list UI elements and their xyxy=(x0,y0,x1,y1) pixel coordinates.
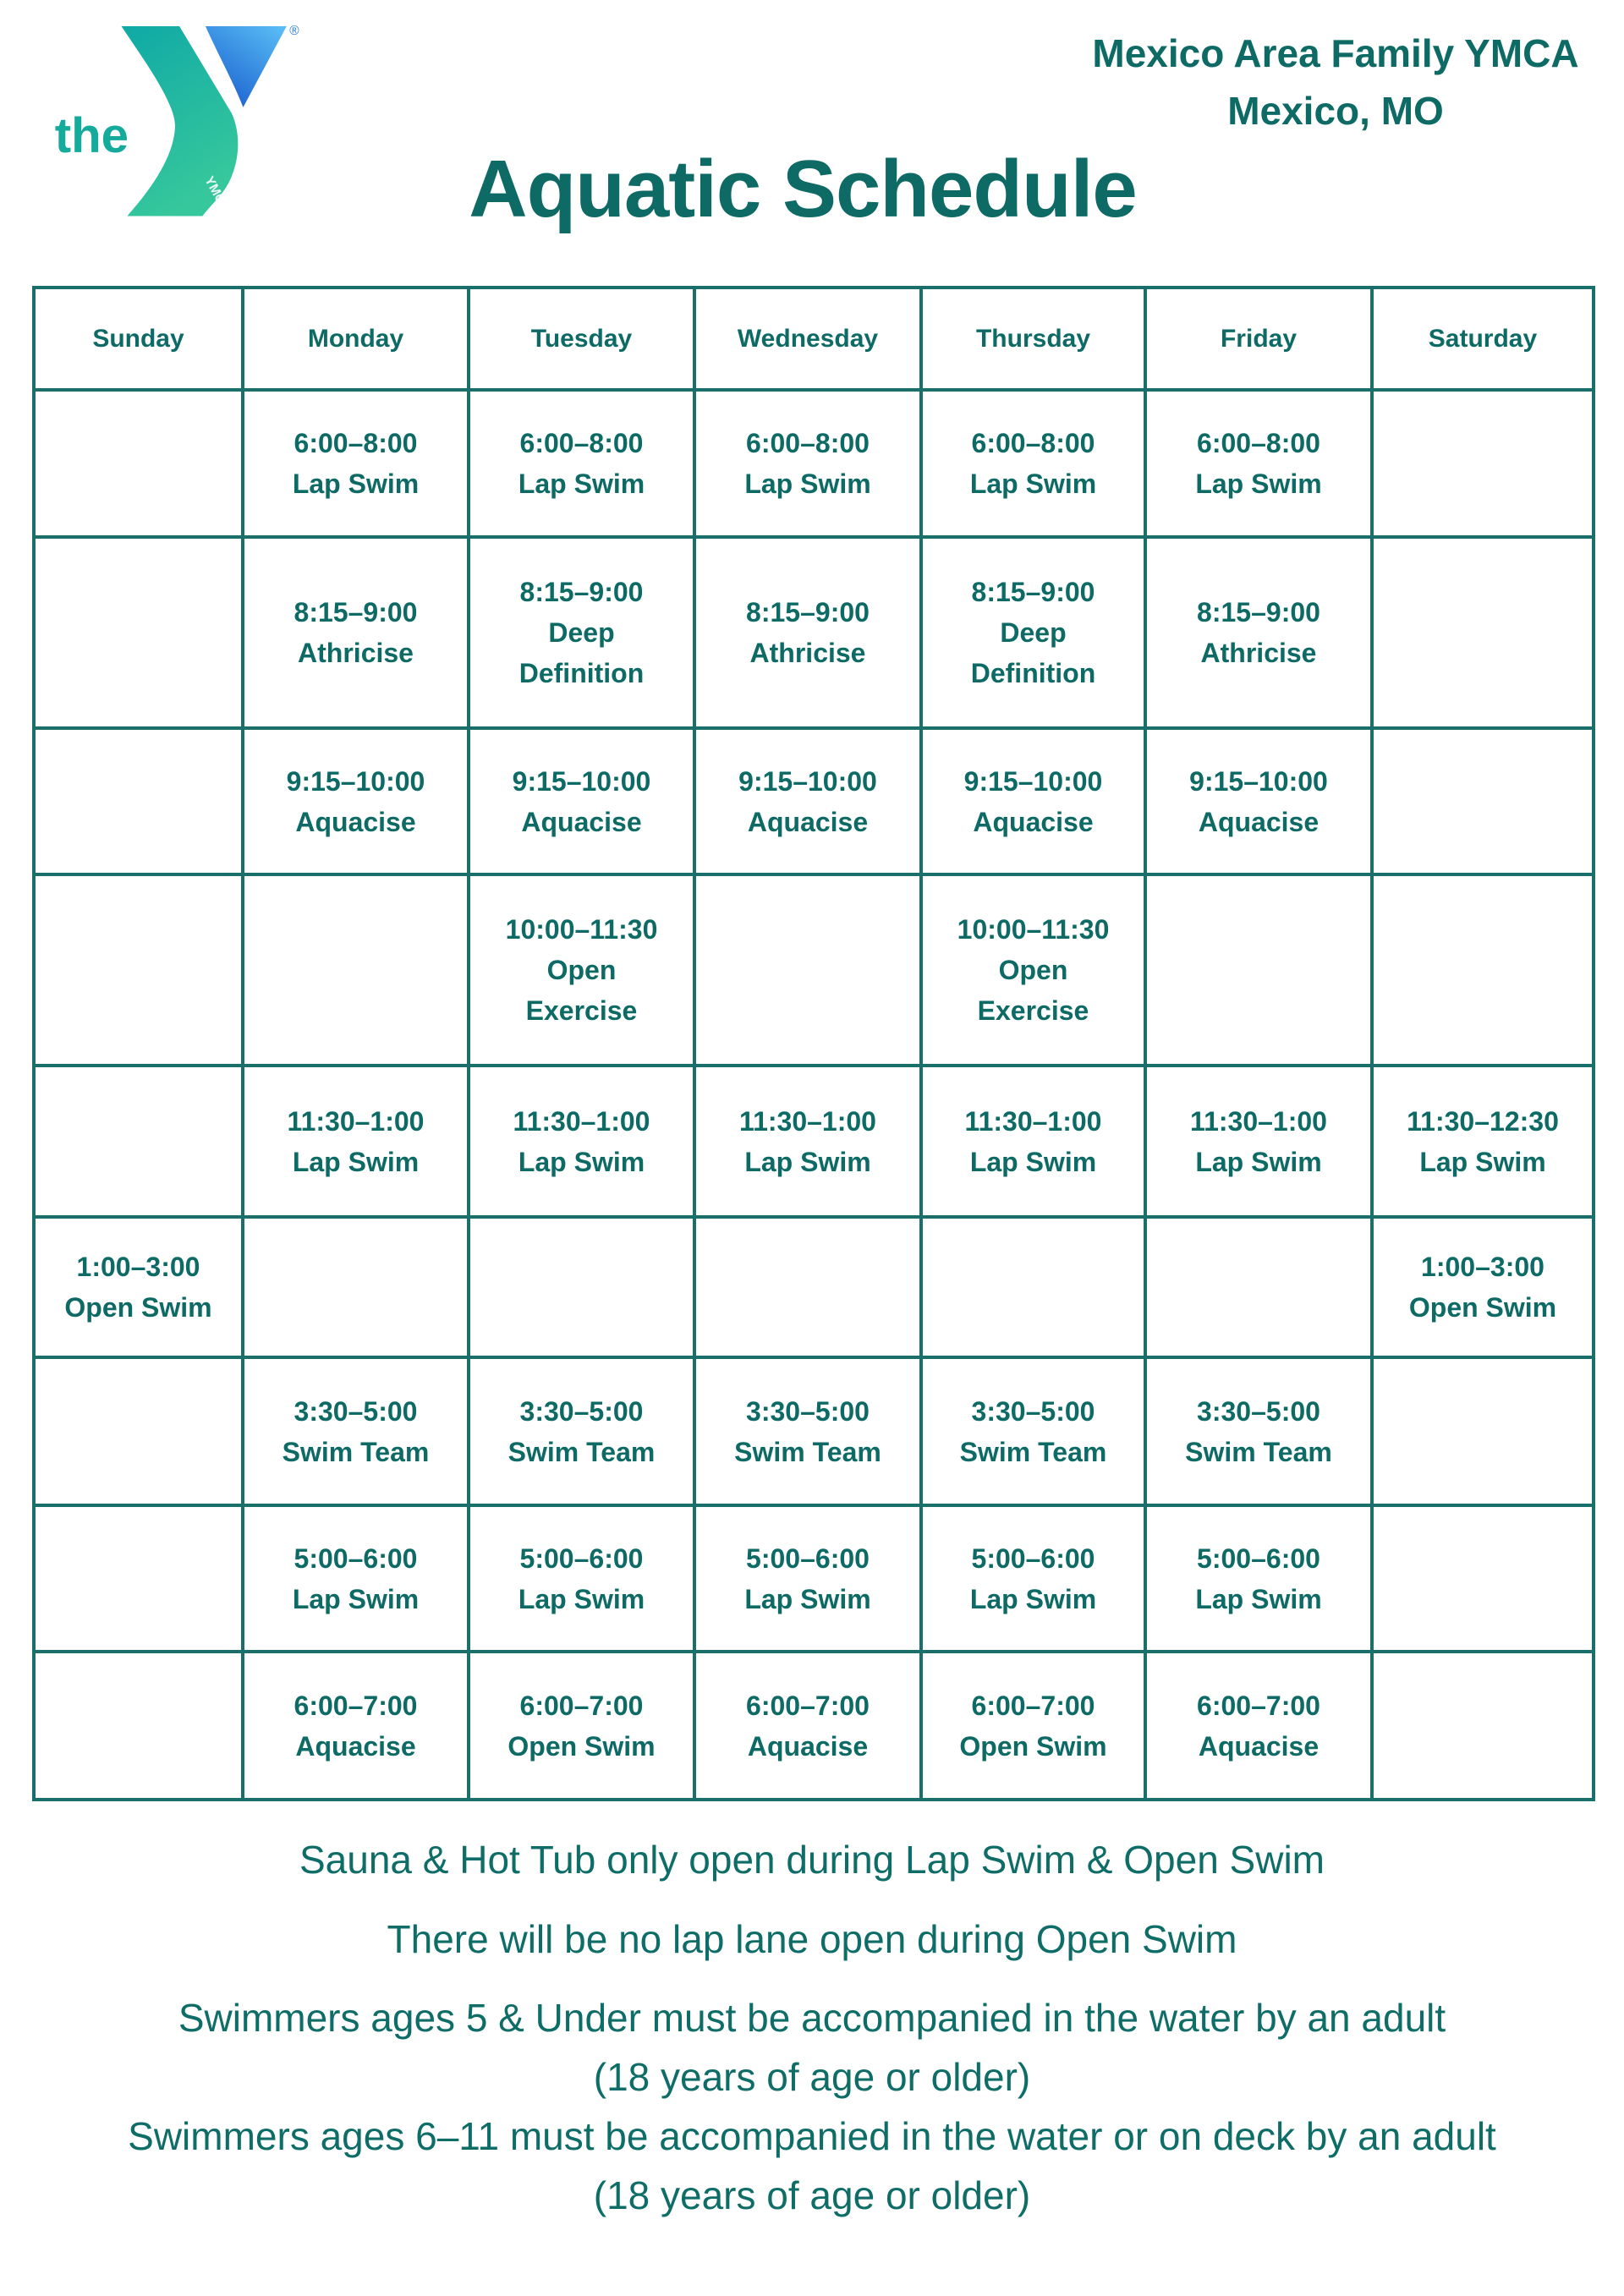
session-activity: Open Exercise xyxy=(977,955,1089,1026)
day-header-thursday: Thursday xyxy=(921,288,1145,390)
session-activity: Lap Swim xyxy=(744,469,871,499)
schedule-row xyxy=(34,1217,1594,1357)
organization-location: Mexico, MO xyxy=(1227,89,1444,133)
session-cell xyxy=(243,728,469,874)
session-time: 6:00–7:00 xyxy=(746,1690,870,1721)
note-text: Swimmers ages 5 & Under must be accompanied in the water by an adult xyxy=(178,1996,1446,2040)
session-activity: Deep Definition xyxy=(518,617,645,688)
session-activity: Lap Swim xyxy=(1195,1146,1322,1177)
empty-cell xyxy=(243,1217,469,1357)
session-time: 10:00–11:30 xyxy=(957,914,1110,945)
session-cell xyxy=(1145,728,1372,874)
session-activity: Aquacise xyxy=(973,806,1094,837)
session-activity: Lap Swim xyxy=(518,1146,645,1177)
empty-cell xyxy=(694,1217,921,1357)
note-ages-6-11 xyxy=(0,2107,1624,2225)
session-time: 5:00–6:00 xyxy=(971,1543,1095,1574)
schedule-row xyxy=(34,1652,1594,1800)
session-cell xyxy=(1145,1652,1372,1800)
session-time: 6:00–7:00 xyxy=(294,1690,418,1721)
session-activity: Lap Swim xyxy=(744,1583,871,1614)
empty-cell xyxy=(34,390,243,537)
session-time: 3:30–5:00 xyxy=(294,1395,418,1427)
note-subtext: (18 years of age or older) xyxy=(593,2173,1031,2217)
empty-cell xyxy=(34,1505,243,1652)
session-cell xyxy=(243,390,469,537)
session-time: 11:30–1:00 xyxy=(739,1105,876,1137)
session-time: 11:30–1:00 xyxy=(1190,1105,1327,1137)
schedule-row xyxy=(34,537,1594,728)
session-time: 9:15–10:00 xyxy=(286,765,425,797)
session-cell xyxy=(694,1652,921,1800)
empty-cell xyxy=(34,1652,243,1800)
empty-cell xyxy=(34,874,243,1066)
session-cell xyxy=(1145,537,1372,728)
organization-header xyxy=(1082,25,1589,140)
session-activity: Swim Team xyxy=(282,1436,430,1467)
day-header-sunday: Sunday xyxy=(34,288,243,390)
session-cell xyxy=(469,728,694,874)
empty-cell xyxy=(1145,874,1372,1066)
empty-cell xyxy=(34,1066,243,1217)
note-sauna-hot-tub xyxy=(0,1830,1624,1889)
session-activity: Athricise xyxy=(1200,638,1317,668)
day-header-wednesday: Wednesday xyxy=(694,288,921,390)
schedule-row xyxy=(34,728,1594,874)
logo-ymca-wordmark: YMCA xyxy=(201,173,233,215)
session-time: 10:00–11:30 xyxy=(505,914,658,945)
session-time: 3:30–5:00 xyxy=(519,1395,644,1427)
day-header-friday: Friday xyxy=(1145,288,1372,390)
session-activity: Aquacise xyxy=(1198,806,1320,837)
schedule-row xyxy=(34,1357,1594,1505)
session-activity: Aquacise xyxy=(747,806,869,837)
session-time: 6:00–7:00 xyxy=(971,1690,1095,1721)
session-activity: Swim Team xyxy=(734,1436,881,1467)
session-activity: Open Swim xyxy=(508,1730,656,1762)
session-time: 11:30–1:00 xyxy=(287,1105,425,1137)
schedule-row xyxy=(34,874,1594,1066)
session-time: 8:15–9:00 xyxy=(1197,597,1320,627)
empty-cell xyxy=(243,874,469,1066)
session-activity: Lap Swim xyxy=(969,1583,1097,1614)
session-activity: Lap Swim xyxy=(292,469,420,499)
session-time: 6:00–8:00 xyxy=(746,428,870,458)
session-activity: Lap Swim xyxy=(1419,1146,1546,1177)
organization-name: Mexico Area Family YMCA xyxy=(1092,31,1579,75)
session-cell xyxy=(921,1357,1145,1505)
session-time: 6:00–8:00 xyxy=(971,428,1095,458)
session-time: 9:15–10:00 xyxy=(1189,765,1328,797)
session-time: 6:00–7:00 xyxy=(1197,1690,1320,1721)
session-cell xyxy=(469,1652,694,1800)
empty-cell xyxy=(469,1217,694,1357)
session-time: 6:00–8:00 xyxy=(519,428,644,458)
session-cell xyxy=(694,1357,921,1505)
session-time: 9:15–10:00 xyxy=(738,765,877,797)
session-activity: Lap Swim xyxy=(1195,469,1322,499)
session-cell xyxy=(694,1066,921,1217)
empty-cell xyxy=(1372,728,1594,874)
session-time: 9:15–10:00 xyxy=(512,765,651,797)
day-header-row xyxy=(34,288,1594,390)
session-activity: Lap Swim xyxy=(744,1146,871,1177)
note-lap-lane xyxy=(0,1910,1624,1969)
session-time: 3:30–5:00 xyxy=(746,1395,870,1427)
session-cell xyxy=(921,390,1145,537)
session-cell xyxy=(921,1066,1145,1217)
schedule-row xyxy=(34,1505,1594,1652)
session-time: 11:30–12:30 xyxy=(1407,1105,1559,1137)
session-activity: Swim Team xyxy=(959,1436,1107,1467)
session-cell xyxy=(34,1217,243,1357)
session-time: 11:30–1:00 xyxy=(964,1105,1102,1137)
aquatic-schedule-table xyxy=(32,286,1595,1801)
session-cell xyxy=(469,1066,694,1217)
empty-cell xyxy=(1372,874,1594,1066)
session-time: 5:00–6:00 xyxy=(1197,1543,1320,1574)
registered-mark-icon: ® xyxy=(289,24,299,39)
session-activity: Lap Swim xyxy=(292,1146,420,1177)
day-header-monday: Monday xyxy=(243,288,469,390)
day-header-saturday: Saturday xyxy=(1372,288,1594,390)
session-time: 1:00–3:00 xyxy=(1421,1252,1544,1282)
session-cell xyxy=(694,537,921,728)
session-activity: Swim Team xyxy=(1185,1436,1332,1467)
session-cell xyxy=(1145,1066,1372,1217)
session-time: 5:00–6:00 xyxy=(746,1543,870,1574)
note-ages-5-under xyxy=(0,1988,1624,2107)
session-cell xyxy=(469,537,694,728)
session-cell xyxy=(243,1066,469,1217)
session-time: 9:15–10:00 xyxy=(963,765,1103,797)
empty-cell xyxy=(1372,390,1594,537)
session-activity: Athricise xyxy=(749,638,866,668)
ymca-logo xyxy=(43,14,311,225)
session-activity: Open Swim xyxy=(1408,1292,1557,1323)
session-activity: Open Swim xyxy=(959,1730,1107,1762)
session-time: 8:15–9:00 xyxy=(519,577,644,607)
session-cell xyxy=(469,1505,694,1652)
session-activity: Lap Swim xyxy=(518,469,645,499)
empty-cell xyxy=(694,874,921,1066)
session-cell xyxy=(1145,1505,1372,1652)
session-cell xyxy=(469,874,694,1066)
empty-cell xyxy=(34,728,243,874)
empty-cell xyxy=(34,1357,243,1505)
session-time: 6:00–8:00 xyxy=(294,428,418,458)
session-cell xyxy=(694,390,921,537)
session-cell xyxy=(921,1505,1145,1652)
session-cell xyxy=(243,1357,469,1505)
session-cell xyxy=(921,728,1145,874)
empty-cell xyxy=(1372,1357,1594,1505)
session-cell xyxy=(921,1652,1145,1800)
pool-rules-notes xyxy=(0,1830,1624,2225)
session-cell xyxy=(1372,1066,1594,1217)
session-cell xyxy=(243,1652,469,1800)
session-activity: Open Exercise xyxy=(525,955,638,1026)
empty-cell xyxy=(1145,1217,1372,1357)
session-cell xyxy=(243,1505,469,1652)
session-activity: Aquacise xyxy=(1198,1730,1320,1762)
empty-cell xyxy=(1372,537,1594,728)
session-activity: Swim Team xyxy=(508,1436,656,1467)
session-activity: Lap Swim xyxy=(292,1583,420,1614)
session-activity: Deep Definition xyxy=(970,617,1096,688)
session-cell xyxy=(694,728,921,874)
session-time: 8:15–9:00 xyxy=(746,597,870,627)
session-activity: Open Swim xyxy=(64,1292,212,1323)
note-text: Swimmers ages 6–11 must be accompanied in the water or on deck by an adult xyxy=(128,2114,1496,2158)
session-activity: Lap Swim xyxy=(518,1583,645,1614)
note-text: There will be no lap lane open during Open Swim xyxy=(387,1917,1237,1961)
note-text: Sauna & Hot Tub only open during Lap Swim & Open Swim xyxy=(299,1838,1325,1882)
session-cell xyxy=(921,874,1145,1066)
schedule-row xyxy=(34,390,1594,537)
session-activity: Aquacise xyxy=(295,1730,416,1762)
session-cell xyxy=(1145,1357,1372,1505)
day-header-tuesday: Tuesday xyxy=(469,288,694,390)
session-activity: Lap Swim xyxy=(969,1146,1097,1177)
session-cell xyxy=(243,537,469,728)
session-time: 6:00–7:00 xyxy=(519,1690,644,1721)
schedule-row xyxy=(34,1066,1594,1217)
note-subtext: (18 years of age or older) xyxy=(593,2055,1031,2099)
logo-the-text: the xyxy=(54,108,129,164)
session-time: 11:30–1:00 xyxy=(513,1105,650,1137)
page-title: Aquatic Schedule xyxy=(469,144,1137,234)
empty-cell xyxy=(1372,1652,1594,1800)
session-cell xyxy=(694,1505,921,1652)
session-time: 3:30–5:00 xyxy=(1197,1395,1320,1427)
session-time: 3:30–5:00 xyxy=(971,1395,1095,1427)
session-cell xyxy=(921,537,1145,728)
session-activity: Aquacise xyxy=(521,806,642,837)
session-time: 6:00–8:00 xyxy=(1197,428,1320,458)
session-cell xyxy=(469,390,694,537)
session-activity: Athricise xyxy=(298,638,414,668)
session-cell xyxy=(1372,1217,1594,1357)
empty-cell xyxy=(921,1217,1145,1357)
session-activity: Lap Swim xyxy=(969,469,1097,499)
session-time: 5:00–6:00 xyxy=(294,1543,418,1574)
session-time: 8:15–9:00 xyxy=(294,597,418,627)
session-time: 5:00–6:00 xyxy=(519,1543,644,1574)
empty-cell xyxy=(1372,1505,1594,1652)
session-activity: Aquacise xyxy=(747,1730,869,1762)
empty-cell xyxy=(34,537,243,728)
session-activity: Aquacise xyxy=(295,806,416,837)
session-cell xyxy=(1145,390,1372,537)
session-activity: Lap Swim xyxy=(1195,1583,1322,1614)
session-time: 1:00–3:00 xyxy=(76,1252,200,1282)
session-time: 8:15–9:00 xyxy=(971,577,1095,607)
session-cell xyxy=(469,1357,694,1505)
